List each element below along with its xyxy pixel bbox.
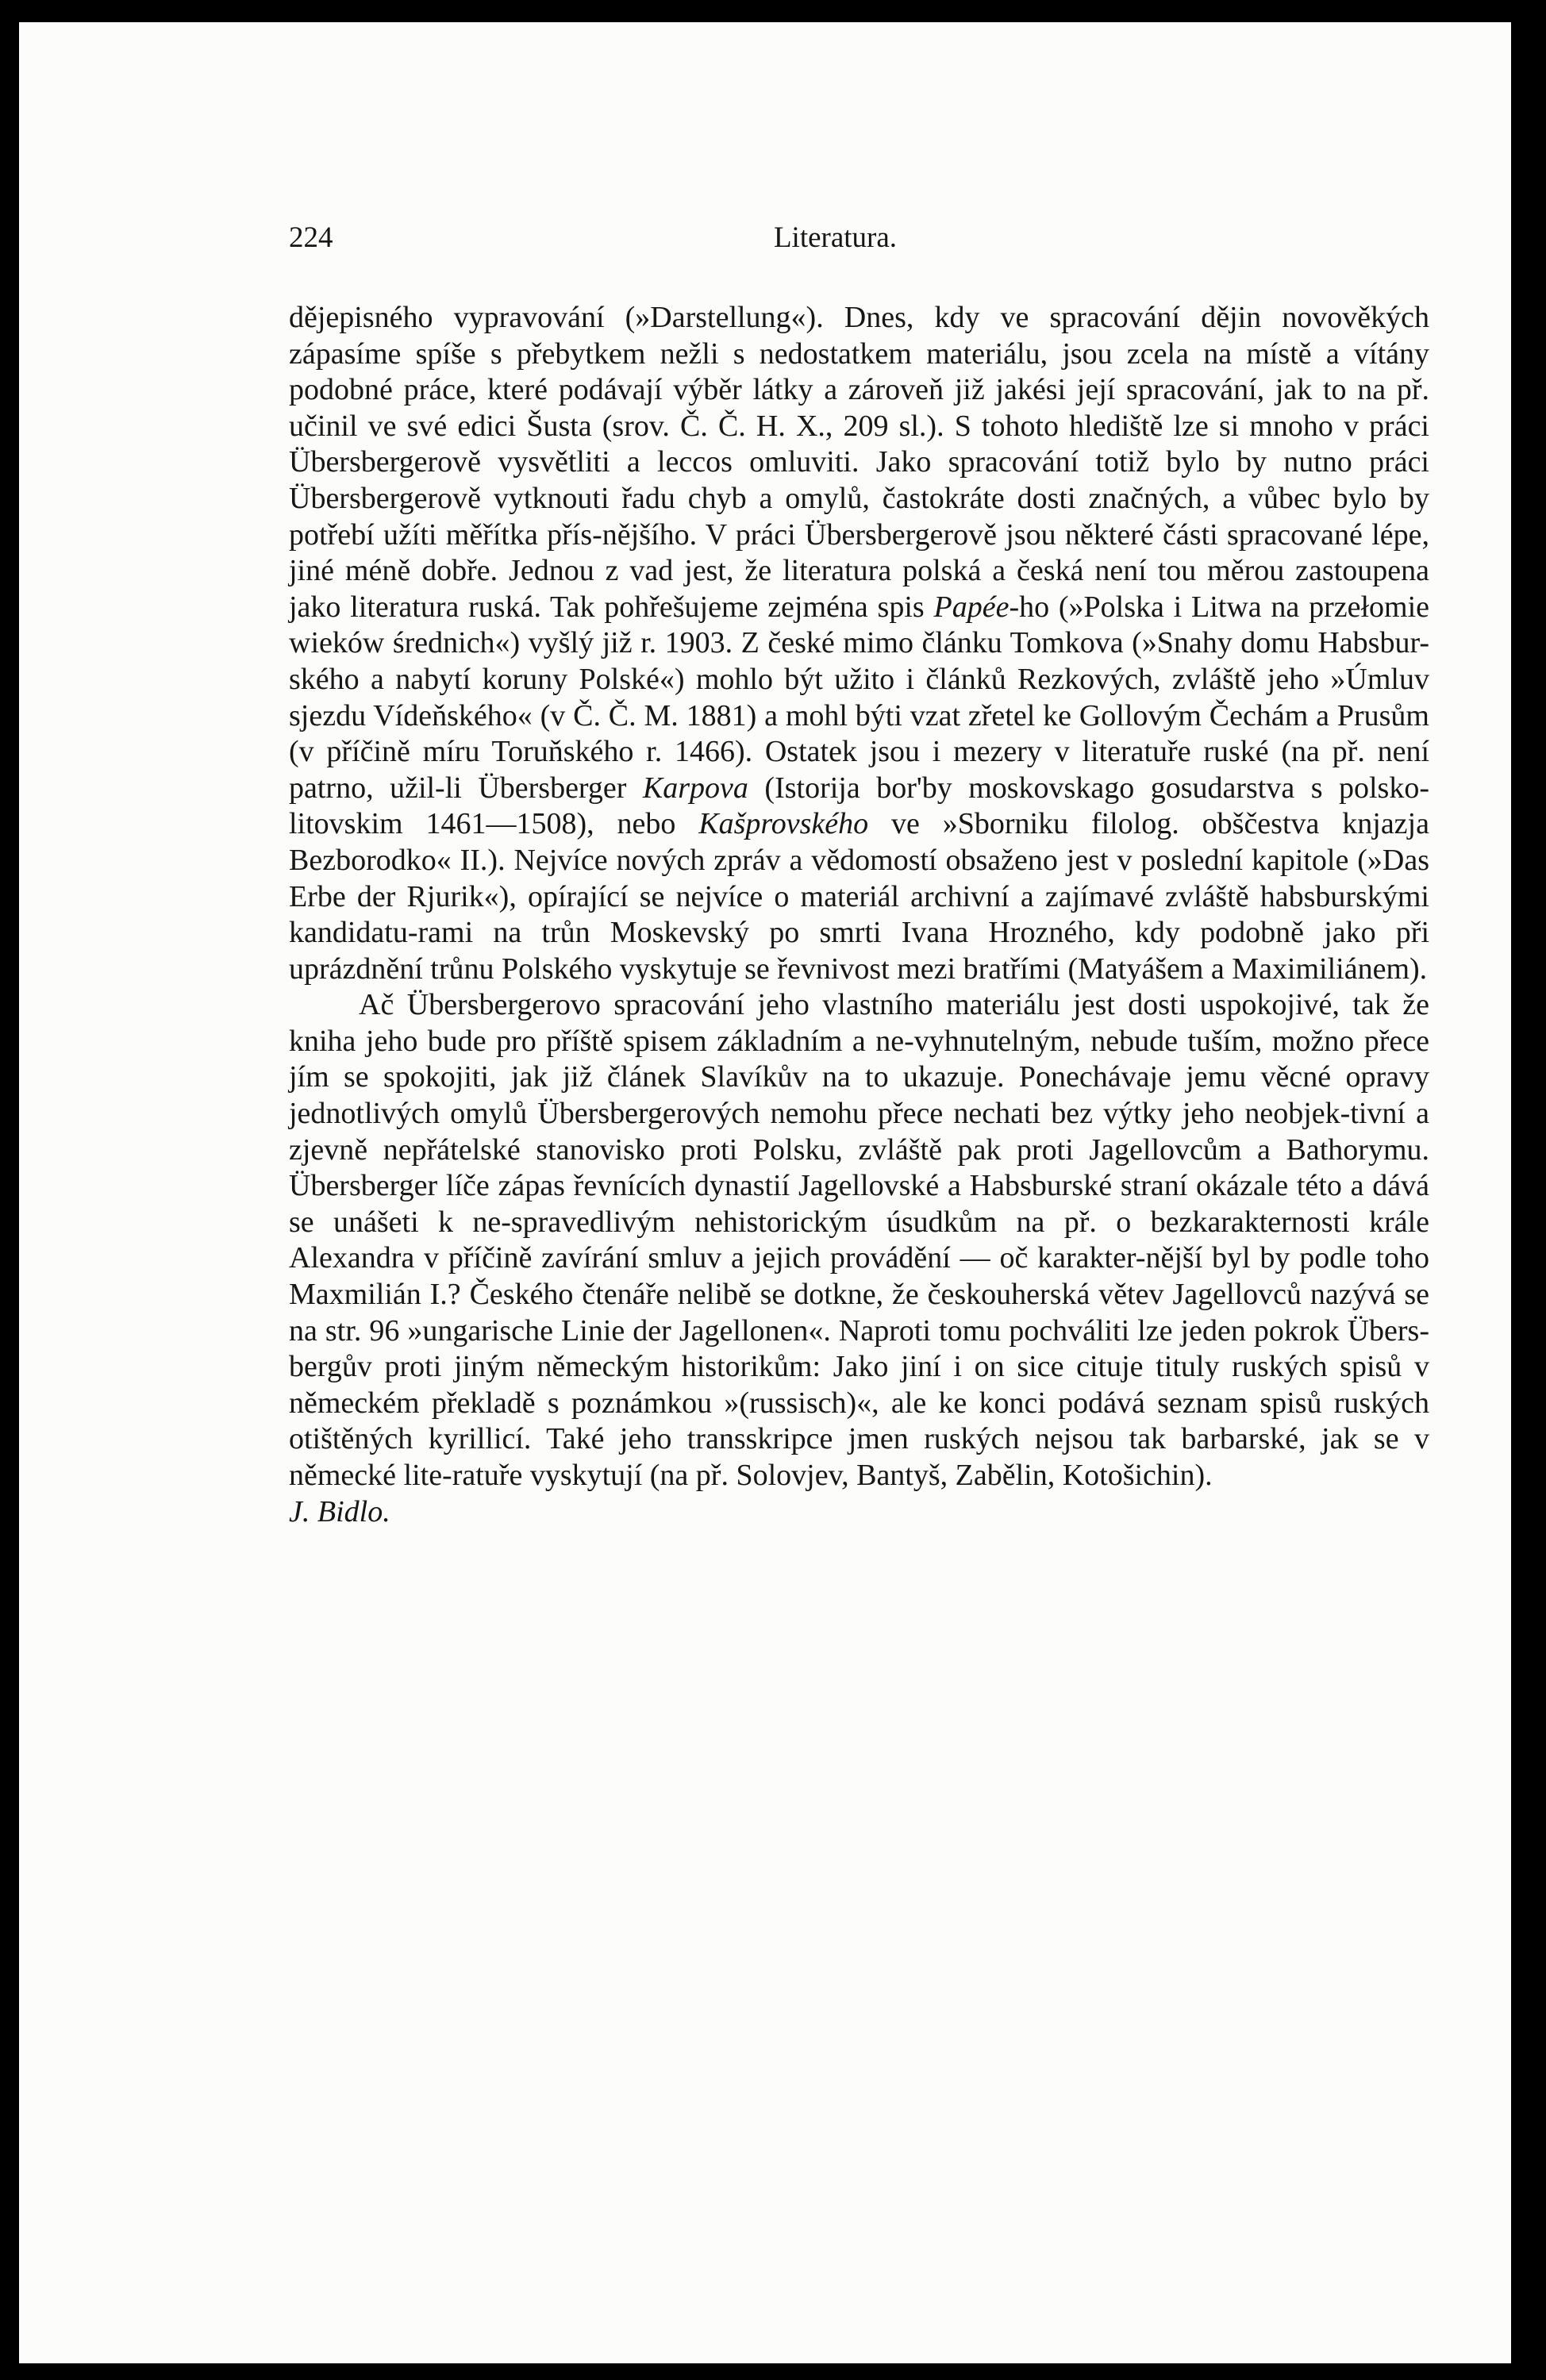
- author-name-papee: Papée: [933, 590, 1010, 624]
- running-title: Literatura.: [773, 221, 898, 254]
- paragraph-1-text-d: ve »Sborniku filolog. obščestva knjazja Bezborodko« II.). Nejvíce nových zpráv a vědomostí obsaženo jest v poslední kapitole (»Das Erbe der Rjurik«), opírající se nejvíce o materiál archivní a zajímavé zvláště habsburskými kandidatu-rami na trůn Moskevský po smrti Ivana Hrozného, kdy podobně jako při uprázdnění trůnu Polského vyskytuje se řevnivost mezi bratřími (Matyášem a Maximiliánem).: [289, 807, 1429, 986]
- paragraph-1-text-b: -ho (»Polska i Litwa na przełomie wieków średnich«) vyšlý již r. 1903. Z české mimo článku Tomkova (»Snahy domu Habsbur-ského a nabytí koruny Polské«) mohlo být užito i článků Rezkových, zvláště jeho »Úmluv sjezdu Vídeňského« (v Č. Č. M. 1881) a mohl býti vzat zřetel ke Gollovým Čechám a Prusům (v příčině míru Toruňského r. 1466). Ostatek jsou i mezery v literatuře ruské (na př. není patrno, užil-li Übersberger: [289, 590, 1430, 805]
- page-header: [289, 221, 1382, 265]
- author-signature: J. Bidlo.: [289, 1494, 390, 1528]
- paragraph-1-text-c: (Istorija bor'by moskovskago gosudarstva s polsko-litovskim 1461—1508), nebo: [289, 771, 1429, 841]
- author-name-karpov: Karpova: [642, 771, 748, 805]
- paragraph-1-text-a: dějepisného vypravování (»Darstellung«). Dnes, kdy ve spracování dějin novověkých zápasíme spíše s přebytkem nežli s nedostatkem materiálu, jsou zcela na místě a vítány podobné práce, které podávají výběr látky a zároveň již jakési její spracování, jak to na př. učinil ve své edici Šusta (srov. Č. Č. H. X., 209 sl.). S tohoto hlediště lze si mnoho v práci Übersbergerově vysvětliti a leccos omluviti. Jako spracování totiž bylo by nutno práci Übersbergerově vytknouti řadu chyb a omylů, častokráte dosti značných, a vůbec bylo by potřebí užíti měřítka přís-nějšího. V práci Übersbergerově jsou některé části spracované lépe, jiné méně dobře. Jednou z vad jest, že literatura polská a česká není tou měrou zastoupena jako literatura ruská. Tak pohřešujeme zejména spis: [289, 301, 1429, 624]
- paragraph-1: [289, 300, 1429, 987]
- author-name-kasprovsky: Kašprovského: [698, 807, 869, 841]
- page-number: 224: [289, 221, 333, 254]
- body-text: [289, 300, 1429, 1530]
- book-page: [19, 22, 1511, 2363]
- paragraph-2: Ač Übersbergerovo spracování jeho vlastního materiálu jest dosti uspokojivé, tak že kniha jeho bude pro příště spisem základním a ne-vyhnutelným, nebude tuším, možno přece jím se spokojiti, jak již článek Slavíkův na to ukazuje. Ponechávaje jemu věcné opravy jednotlivých omylů Übersbergerových nemohu přece nechati bez výtky jeho neobjek-tivní a zjevně nepřátelské stanovisko proti Polsku, zvláště pak proti Jagellovcům a Bathorymu. Übersberger líče zápas řevnících dynastií Jagellovské a Habsburské straní okázale této a dává se unášeti k ne-spravedlivým nehistorickým úsudkům na př. o bezkarakternosti krále Alexandra v příčině zavírání smluv a jejich provádění — oč karakter-nější byl by podle toho Maxmilián I.? Českého čtenáře nelibě se dotkne, že českouherská větev Jagellovců nazývá se na str. 96 »ungarische Linie der Jagellonen«. Naproti tomu pochváliti lze jeden pokrok Übers-bergův proti jiným německým historikům: Jako jiní i on sice cituje tituly ruských spisů v německém překladě s poznámkou »(russisch)«, ale ke konci podává seznam spisů ruských otištěných kyrillicí. Také jeho transskripce jmen ruských nejsou tak barbarské, jak se v německé lite-ratuře vyskytují (na př. Solovjev, Bantyš, Zabělin, Kotošichin).: [289, 988, 1429, 1492]
